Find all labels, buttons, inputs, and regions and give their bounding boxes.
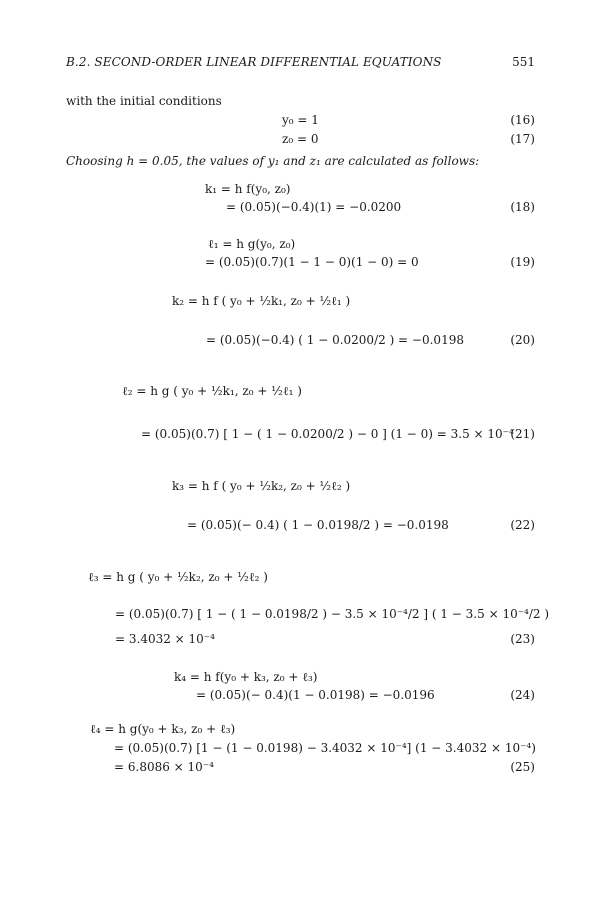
equation-line: = (0.05)(0.7)(1 − 1 − 0)(1 − 0) = 0: [205, 255, 419, 269]
equation-number: (17): [510, 132, 535, 146]
equation-number: (19): [510, 255, 535, 269]
equation-line: = 3.4032 × 10⁻⁴: [115, 632, 215, 646]
body-paragraph: Choosing h = 0.05, the values of y₁ and z₁ are calculated as follows:: [66, 154, 480, 168]
equation-line: = (0.05)(−0.4)(1) = −0.0200: [226, 200, 402, 214]
equation-number: (22): [510, 518, 535, 532]
equation-number: (24): [510, 688, 535, 702]
equation-number: (18): [510, 200, 535, 214]
equation-line: z₀ = 0: [282, 132, 319, 146]
equation-line: ℓ₃ = h g ( y₀ + ½k₂, z₀ + ½ℓ₂ ): [88, 570, 268, 584]
running-header: B.2. SECOND-ORDER LINEAR DIFFERENTIAL EQUATIONS: [66, 55, 442, 69]
equation-line: = (0.05)(0.7) [ 1 − ( 1 − 0.0200/2 ) − 0 ] (1 − 0) = 3.5 × 10⁻⁴: [141, 427, 514, 441]
equation-line: = (0.05)(−0.4) ( 1 − 0.0200/2 ) = −0.0198: [206, 333, 464, 347]
equation-number: (25): [510, 760, 535, 774]
equation-line: ℓ₂ = h g ( y₀ + ½k₁, z₀ + ½ℓ₁ ): [122, 384, 302, 398]
equation-number: (23): [510, 632, 535, 646]
page-number: 551: [512, 55, 535, 69]
equation-line: = (0.05)(− 0.4) ( 1 − 0.0198/2 ) = −0.0198: [187, 518, 449, 532]
equation-line: ℓ₁ = h g(y₀, z₀): [208, 237, 296, 251]
equation-line: = (0.05)(0.7) [ 1 − ( 1 − 0.0198/2 ) − 3.5 × 10⁻⁴/2 ] ( 1 − 3.5 × 10⁻⁴/2 ): [115, 607, 550, 621]
equation-number: (20): [510, 333, 535, 347]
equation-line: = (0.05)(0.7) [1 − (1 − 0.0198) − 3.4032 × 10⁻⁴] (1 − 3.4032 × 10⁻⁴): [114, 741, 536, 755]
equation-line: = (0.05)(− 0.4)(1 − 0.0198) = −0.0196: [196, 688, 435, 702]
equation-number: (16): [510, 113, 535, 127]
equation-line: y₀ = 1: [282, 113, 319, 127]
equation-line: k₁ = h f(y₀, z₀): [205, 182, 291, 196]
equation-line: k₃ = h f ( y₀ + ½k₂, z₀ + ½ℓ₂ ): [172, 479, 351, 493]
equation-line: k₄ = h f(y₀ + k₃, z₀ + ℓ₃): [174, 670, 318, 684]
equation-number: (21): [510, 427, 535, 441]
intro-paragraph: with the initial conditions: [66, 94, 222, 108]
equation-line: ℓ₄ = h g(y₀ + k₃, z₀ + ℓ₃): [90, 722, 236, 736]
equation-line: k₂ = h f ( y₀ + ½k₁, z₀ + ½ℓ₁ ): [172, 294, 351, 308]
equation-line: = 6.8086 × 10⁻⁴: [114, 760, 214, 774]
